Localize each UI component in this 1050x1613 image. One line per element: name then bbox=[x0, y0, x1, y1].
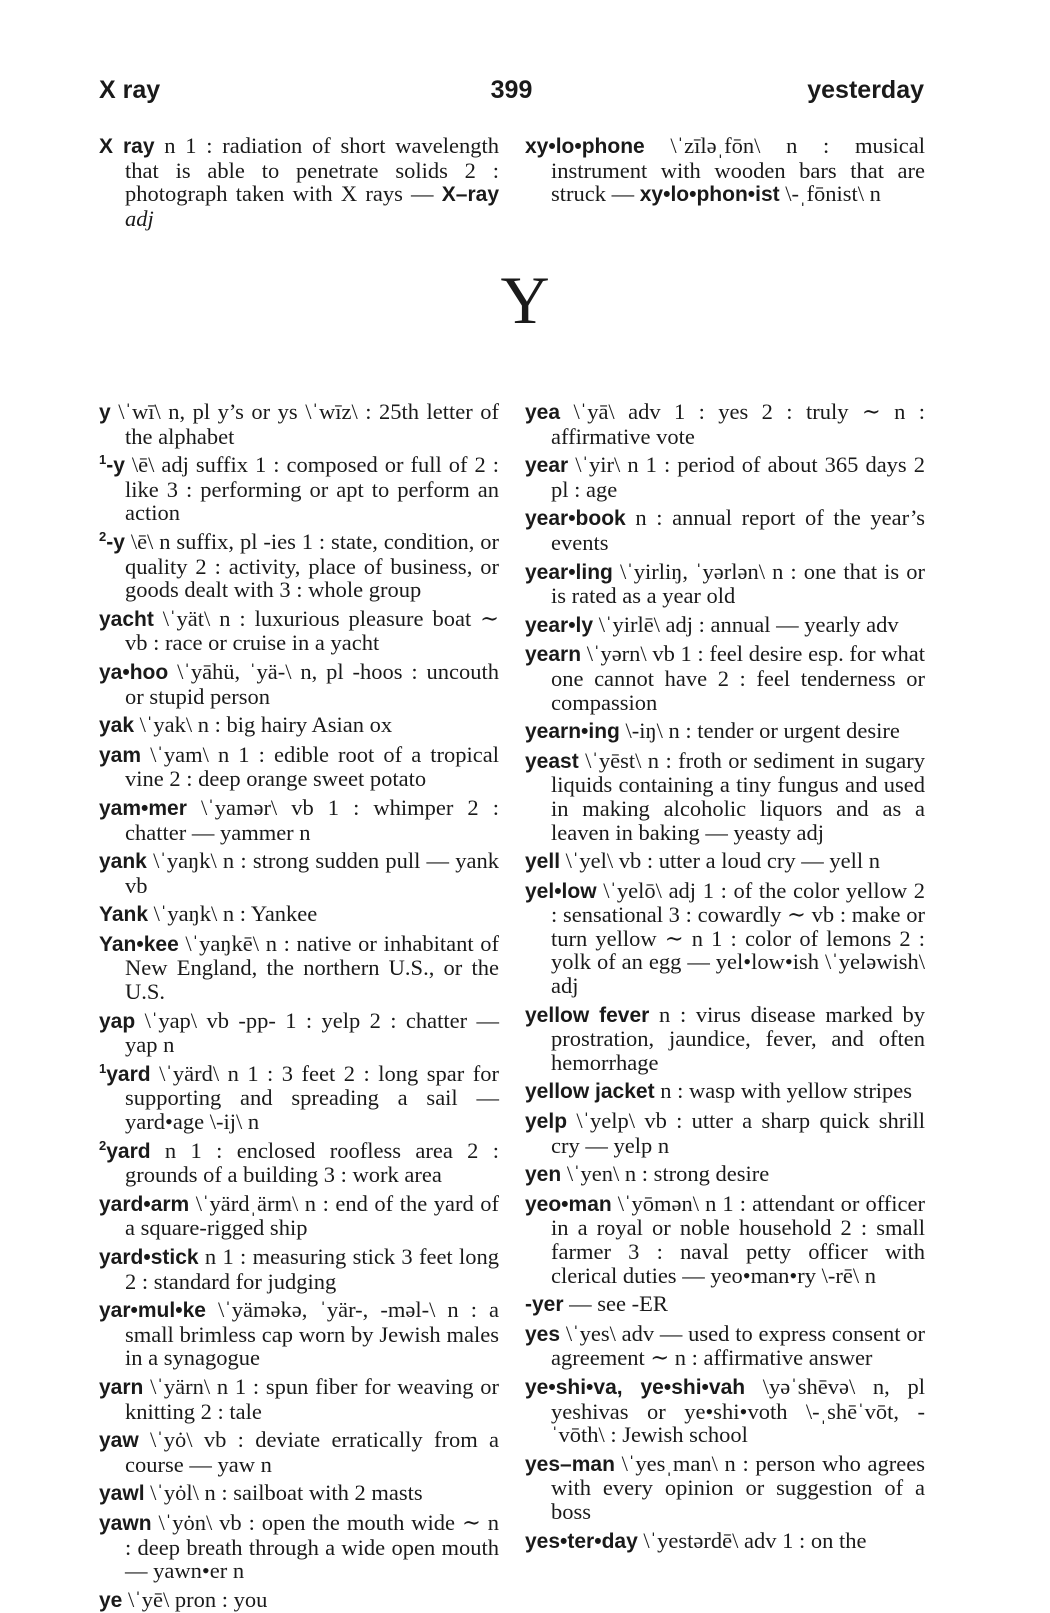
right-guide-word: yesterday bbox=[807, 76, 924, 104]
dictionary-entry bbox=[99, 1057, 499, 1134]
dictionary-entry bbox=[525, 1157, 925, 1187]
entry-headword: yard bbox=[106, 1062, 151, 1086]
entry-text: \ˈyen\ n : strong desire bbox=[561, 1161, 770, 1187]
entry-headword: yearn•ing bbox=[525, 720, 620, 744]
entry-headword: X ray bbox=[99, 135, 155, 158]
dictionary-entry bbox=[525, 608, 925, 638]
running-head bbox=[99, 76, 924, 116]
dictionary-entry bbox=[99, 1370, 499, 1423]
dictionary-entry bbox=[99, 395, 499, 448]
dictionary-entry bbox=[525, 1104, 925, 1157]
dictionary-entry bbox=[525, 134, 925, 207]
right-column bbox=[525, 395, 925, 1553]
dictionary-entry bbox=[525, 395, 925, 448]
entry-headword: yak bbox=[99, 714, 135, 738]
left-column bbox=[99, 395, 499, 1612]
entry-headword: yes–man bbox=[525, 1452, 615, 1476]
entry-text: \ˈyes\ adv — used to express consent or agreement ∼ n : affirmative answer bbox=[551, 1320, 925, 1371]
entry-body: n 1 : radiation of short wavelength that is able to penetrate solids 2 : photograph taken with X rays — bbox=[125, 133, 499, 207]
entry-text: \yəˈshēvə\ n, pl yeshivas or ye•shi•voth \-ˌshēˈvōt, -ˈvōth\ : Jewish school bbox=[551, 1373, 925, 1448]
entry-headword: yard•arm bbox=[99, 1192, 190, 1216]
left-guide-word: X ray bbox=[99, 76, 161, 104]
entry-headword: xy•lo•phone bbox=[525, 135, 645, 158]
dictionary-entry bbox=[525, 448, 925, 501]
entry-headword: -y bbox=[106, 530, 125, 554]
entry-text: \ˈyak\ n : big hairy Asian ox bbox=[134, 712, 393, 738]
entry-text: \ˈyam\ n 1 : edible root of a tropical vine 2 : deep orange sweet potato bbox=[125, 741, 499, 792]
entry-text: \ˈyaŋkē\ n : native or inhabitant of New England, the northern U.S., or the U.S. bbox=[125, 930, 499, 1005]
entry-headword: yellow jacket bbox=[525, 1080, 655, 1104]
entry-text: \ˈyōmən\ n 1 : attendant or officer in a royal or noble household 2 : small farmer 3 : naval petty officer with clerical duties — yeo•man•ry \-rē\ n bbox=[551, 1190, 925, 1288]
entry-headword: yeo•man bbox=[525, 1192, 612, 1216]
dictionary-entry bbox=[525, 501, 925, 554]
dictionary-entry bbox=[99, 1506, 499, 1583]
entry-headword: yard•stick bbox=[99, 1246, 199, 1269]
entry-headword: yes•ter•day bbox=[525, 1529, 638, 1553]
entry-headword: yard bbox=[106, 1139, 151, 1163]
entry-headword: yel•low bbox=[525, 879, 597, 903]
top-left-column bbox=[99, 134, 499, 230]
entry-text: n 1 : measuring stick 3 feet long 2 : standard for judging bbox=[125, 1244, 499, 1294]
entry-text: — see -ER bbox=[563, 1291, 668, 1317]
entry-headword: yap bbox=[99, 1009, 136, 1033]
dictionary-entry bbox=[99, 1004, 499, 1057]
entry-headword: yearn bbox=[525, 643, 582, 667]
homograph-number: 2 bbox=[99, 528, 107, 544]
page-number: 399 bbox=[490, 76, 533, 104]
homograph-number: 2 bbox=[99, 1137, 107, 1153]
entry-headword: yar•mul•ke bbox=[99, 1299, 206, 1323]
entry-text: \ˈyirliŋ, ˈyərlən\ n : one that is or is rated as a year old bbox=[551, 558, 925, 609]
dictionary-entry bbox=[99, 1293, 499, 1370]
entry-text: \ˈyȯn\ vb : open the mouth wide ∼ n : deep breath through a wide open mouth — yawn•er n bbox=[125, 1509, 499, 1584]
entry-headword: yam bbox=[99, 743, 142, 767]
dictionary-entry bbox=[99, 1240, 499, 1293]
entry-headword: yank bbox=[99, 850, 147, 874]
entry-headword: year•ling bbox=[525, 560, 613, 584]
entry-text: \ˈyȯ\ vb : deviate erratically from a course — yaw n bbox=[125, 1427, 499, 1477]
dictionary-entry bbox=[525, 844, 925, 874]
entry-body: \ˈzīləˌfōn\ n : musical instrument with wooden bars that are struck — bbox=[551, 133, 925, 207]
entry-headword: ya•hoo bbox=[99, 660, 169, 684]
entry-text: \ˈyäməkə, ˈyär-, -məl-\ n : a small brimless cap worn by Jewish males in a synagogue bbox=[125, 1297, 499, 1371]
entry-text: \ˈyā\ adv 1 : yes 2 : truly ∼ n : affirmative vote bbox=[551, 399, 925, 449]
entry-text: \ē\ adj suffix 1 : composed or full of 2 : like 3 : performing or apt to perform an action bbox=[124, 452, 499, 526]
entry-text: \ˈyāhü, ˈyä-\ n, pl -hoos : uncouth or stupid person bbox=[125, 658, 499, 709]
entry-headword: yen bbox=[525, 1163, 562, 1187]
dictionary-entry bbox=[99, 738, 499, 791]
dictionary-entry bbox=[525, 637, 925, 714]
dictionary-entry bbox=[525, 744, 925, 844]
entry-headword: yarn bbox=[99, 1375, 144, 1399]
entry-headword: -y bbox=[106, 454, 125, 478]
entry-text: \-iŋ\ n : tender or urgent desire bbox=[619, 718, 900, 744]
entry-headword: ye•shi•va, ye•shi•vah bbox=[525, 1375, 746, 1399]
entry-headword: year•ly bbox=[525, 613, 594, 637]
entry-text: \ˈyesˌman\ n : person who agrees with every opinion or suggestion of a boss bbox=[551, 1450, 925, 1524]
entry-headword: yellow fever bbox=[525, 1003, 650, 1027]
entry-headword: yam•mer bbox=[99, 796, 187, 820]
entry-text: n 1 : enclosed roofless area 2 : grounds of a building 3 : work area bbox=[125, 1137, 499, 1188]
dictionary-entry bbox=[525, 1317, 925, 1370]
dictionary-entry bbox=[525, 1287, 925, 1317]
entry-headword: yell bbox=[525, 850, 561, 874]
entry-text: n : wasp with yellow stripes bbox=[654, 1078, 913, 1104]
dictionary-entry bbox=[525, 874, 925, 998]
dictionary-entry bbox=[525, 1187, 925, 1287]
dictionary-entry bbox=[99, 844, 499, 897]
dictionary-entry bbox=[99, 1187, 499, 1240]
entry-text: \ˈyap\ vb -pp- 1 : yelp 2 : chatter — yap n bbox=[125, 1007, 499, 1058]
dictionary-entry bbox=[99, 448, 499, 525]
run-on-headword: xy•lo•phon•ist bbox=[639, 183, 780, 207]
dictionary-entry bbox=[99, 602, 499, 655]
dictionary-entry bbox=[99, 708, 499, 738]
run-on-headword: X–ray bbox=[441, 183, 499, 207]
entry-headword: yaw bbox=[99, 1429, 139, 1453]
entry-text: \ˈyärdˌärm\ n : end of the yard of a square-rigged ship bbox=[125, 1190, 499, 1241]
entry-text: \ˈyȯl\ n : sailboat with 2 masts bbox=[144, 1480, 423, 1506]
entry-text: \ˈyir\ n 1 : period of about 365 days 2 pl : age bbox=[551, 452, 925, 502]
dictionary-entry bbox=[525, 1447, 925, 1524]
dictionary-entry bbox=[525, 1524, 925, 1554]
entry-headword: ye bbox=[99, 1588, 123, 1612]
entry-text: \ˈyaŋk\ n : Yankee bbox=[148, 901, 318, 927]
dictionary-entry bbox=[99, 897, 499, 927]
dictionary-entry bbox=[99, 1583, 499, 1613]
homograph-number: 1 bbox=[99, 452, 107, 468]
entry-text: \ˈyirlē\ adj : annual — yearly adv bbox=[593, 611, 899, 637]
entry-text: \ˈyestərdē\ adv 1 : on the bbox=[637, 1527, 867, 1553]
entry-headword: yacht bbox=[99, 607, 154, 631]
entry-text: \ˈyelp\ vb : utter a sharp quick shrill cry — yelp n bbox=[551, 1108, 925, 1158]
dictionary-entry bbox=[99, 525, 499, 602]
entry-text: \ˈyärn\ n 1 : spun fiber for weaving or knitting 2 : tale bbox=[125, 1373, 499, 1424]
dictionary-entry bbox=[525, 555, 925, 608]
entry-headword: yeast bbox=[525, 749, 579, 773]
entry-text: \ˈyelō\ adj 1 : of the color yellow 2 : sensational 3 : cowardly ∼ vb : make or turn yellow ∼ n 1 : color of lemons 2 : yolk of an egg — yel•low•ish \ˈyeləwish\ adj bbox=[551, 877, 925, 999]
entry-headword: yea bbox=[525, 401, 561, 424]
homograph-number: 1 bbox=[99, 1060, 107, 1076]
entry-text: \ˈyät\ n : luxurious pleasure boat ∼ vb : race or cruise in a yacht bbox=[125, 605, 499, 656]
dictionary-entry bbox=[99, 1476, 499, 1506]
entry-text: \ˈyaŋk\ n : strong sudden pull — yank vb bbox=[125, 848, 499, 898]
dictionary-entry bbox=[525, 1074, 925, 1104]
entry-text: \ˈyärd\ n 1 : 3 feet 2 : long spar for supporting and spreading a sail — yard•age \-ij\ n bbox=[125, 1060, 499, 1135]
section-letter: Y bbox=[500, 262, 550, 338]
entry-tail: \-ˌfōnist\ n bbox=[779, 181, 881, 207]
entry-text: \ˈwī\ n, pl y’s or ys \ˈwīz\ : 25th letter of the alphabet bbox=[110, 399, 499, 449]
dictionary-entry bbox=[99, 1423, 499, 1476]
dictionary-entry bbox=[99, 655, 499, 708]
entry-headword: year bbox=[525, 454, 569, 478]
entry-headword: Yan•kee bbox=[99, 932, 179, 956]
dictionary-entry bbox=[525, 714, 925, 744]
dictionary-entry bbox=[99, 134, 499, 230]
dictionary-entry bbox=[525, 1370, 925, 1447]
dictionary-entry bbox=[99, 791, 499, 844]
entry-headword: yes bbox=[525, 1322, 561, 1346]
dictionary-entry bbox=[99, 1134, 499, 1187]
entry-headword: y bbox=[99, 401, 111, 424]
dictionary-entry bbox=[99, 927, 499, 1004]
entry-text: n : annual report of the year’s events bbox=[551, 505, 925, 555]
entry-text: \ˈyēst\ n : froth or sediment in sugary liquids containing a tiny fungus and used in making alcoholic liquors and as a leaven in baking — yeasty adj bbox=[551, 747, 925, 845]
entry-text: \ē\ n suffix, pl -ies 1 : state, condition, or quality 2 : activity, place of business, or goods dealt with 3 : whole group bbox=[124, 528, 499, 603]
entry-text: \ˈyərn\ vb 1 : feel desire esp. for what one cannot have 2 : feel tenderness or compassion bbox=[551, 641, 925, 715]
entry-tail: adj bbox=[125, 205, 154, 231]
entry-headword: year•book bbox=[525, 507, 626, 531]
entry-text: \ˈyē\ pron : you bbox=[122, 1586, 268, 1612]
dictionary-entry bbox=[525, 998, 925, 1075]
entry-text: n : virus disease marked by prostration, jaundice, fever, and often hemorrhage bbox=[551, 1001, 925, 1075]
entry-headword: yawn bbox=[99, 1511, 152, 1535]
entry-headword: -yer bbox=[525, 1293, 564, 1317]
entry-headword: Yank bbox=[99, 903, 149, 927]
top-right-column bbox=[525, 134, 925, 207]
entry-headword: yelp bbox=[525, 1110, 568, 1134]
entry-text: \ˈyamər\ vb 1 : whimper 2 : chatter — yammer n bbox=[125, 794, 499, 845]
entry-text: \ˈyel\ vb : utter a loud cry — yell n bbox=[560, 848, 880, 874]
entry-headword: yawl bbox=[99, 1482, 145, 1506]
